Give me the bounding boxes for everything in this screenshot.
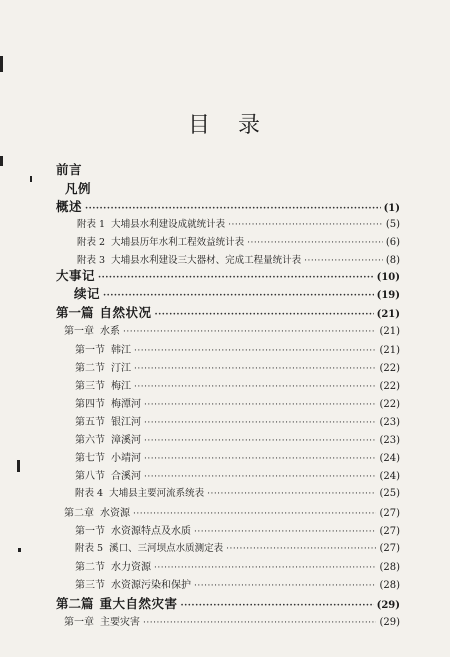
toc-page: (28) [379,562,400,573]
toc-page: (24) [379,453,400,464]
dot-leader [181,601,374,611]
toc-label: 水资源污染和保护 [111,580,191,591]
toc-page: (29) [379,617,400,628]
toc-label: 凡例 [65,181,92,196]
dot-leader [123,327,376,337]
dot-leader [143,618,376,628]
toc-entry [75,431,400,446]
toc-number: 第一章 [64,617,94,628]
toc-page: (21) [379,326,400,337]
toc-label: 大埔县历年水利工程效益统计表 [111,237,245,248]
toc-number: 第六节 [75,435,105,446]
toc-label: 概述 [56,199,83,214]
page-title [0,108,450,139]
toc-entry [64,613,400,628]
toc-number: 附表 1 [77,219,106,230]
dot-leader [194,527,376,537]
toc-label: 续记 [74,286,101,301]
toc-label: 水资源特点及水质 [111,526,191,537]
dot-leader [194,581,376,591]
toc-entry [75,485,400,499]
dot-leader [134,346,376,356]
toc-page: (22) [379,399,400,410]
dot-leader [207,489,376,499]
toc-label: 主要灾害 [100,617,140,628]
toc-number: 第二篇 [56,596,94,611]
toc-entry [75,558,400,573]
toc-number: 附表 4 [75,488,104,499]
toc-number: 第二节 [75,562,105,573]
toc-page: (29) [376,600,400,611]
toc-entry [77,252,400,266]
toc-entry [75,540,400,554]
toc-entry [56,160,400,178]
toc-page: (27) [379,543,400,554]
toc-number: 第一篇 [56,305,94,320]
toc-label: 韩江 [111,345,131,356]
toc-label: 前言 [56,162,83,177]
toc-number: 第五节 [75,417,105,428]
toc-entry [64,504,400,519]
dot-leader [154,563,376,573]
toc-page: (22) [379,381,400,392]
toc-label: 溪口、三河坝点水质测定表 [109,543,224,554]
title-char-1: 目 [187,113,212,138]
toc-label: 水资源 [100,508,130,519]
toc-page: (8) [385,255,400,266]
toc-page: (27) [379,508,400,519]
toc-entry [56,594,400,612]
toc-page: (5) [385,219,400,230]
scan-mark [17,460,20,472]
scan-mark [0,56,3,72]
toc-page: (23) [379,417,400,428]
toc-number: 第一节 [75,526,105,537]
dot-leader [134,382,376,392]
scan-mark [18,548,21,552]
toc-entry [75,341,400,356]
toc-label: 小靖河 [111,453,141,464]
dot-leader [133,509,376,519]
toc-label: 自然状况 [99,305,152,320]
toc-page: (22) [379,363,400,374]
toc-page: (25) [379,488,400,499]
toc-number: 第二节 [75,363,105,374]
toc-entry [75,377,400,392]
toc-entry [77,216,400,230]
toc-entry [75,467,400,482]
dot-leader [103,291,374,301]
toc-label: 梅江 [111,381,131,392]
toc-entry [75,576,400,591]
dot-leader [226,544,376,554]
toc-page: (23) [379,435,400,446]
toc-entry [75,359,400,374]
toc-page: (28) [379,580,400,591]
toc-page: (21) [379,345,400,356]
toc-label: 合溪河 [111,471,141,482]
dot-leader [155,310,374,320]
scan-mark [30,176,32,182]
toc-page: (1) [383,203,400,214]
dot-leader [144,436,376,446]
dot-leader [98,273,374,283]
toc-label: 大埔县主要河流系统表 [109,488,205,499]
scan-mark [0,156,3,166]
toc-label: 重大自然灾害 [99,596,178,611]
toc-entry [75,522,400,537]
toc-entry [74,284,400,302]
toc-number: 第八节 [75,471,105,482]
toc-entry [64,322,400,337]
dot-leader [228,220,383,230]
toc-number: 第一章 [64,326,94,337]
toc-page: (27) [379,526,400,537]
toc-page: (10) [376,272,400,283]
toc-number: 第二章 [64,508,94,519]
toc-page: (6) [385,237,400,248]
toc-entry [56,303,400,321]
toc-label: 梅潭河 [111,399,141,410]
toc-label: 银江河 [111,417,141,428]
toc-page: (24) [379,471,400,482]
dot-leader [85,204,381,214]
toc-page: (21) [376,309,400,320]
toc-label: 汀江 [111,363,131,374]
toc-entry [77,234,400,248]
dot-leader [134,364,376,374]
toc-label: 大事记 [56,268,96,283]
toc-label: 水力资源 [111,562,151,573]
toc-label: 水系 [100,326,120,337]
dot-leader [304,256,383,266]
toc-entry [56,197,400,215]
toc-label: 漳溪河 [111,435,141,446]
toc-entry [75,413,400,428]
toc-page: (19) [376,290,400,301]
dot-leader [247,238,383,248]
dot-leader [144,454,376,464]
toc-number: 第三节 [75,381,105,392]
dot-leader [144,418,376,428]
toc-label: 大埔县水利建设成就统计表 [111,219,226,230]
toc-number: 第七节 [75,453,105,464]
title-char-2: 录 [238,113,263,138]
toc-entry [75,449,400,464]
dot-leader [144,472,376,482]
dot-leader [144,400,376,410]
toc-entry [56,266,400,284]
toc-entry [65,179,400,197]
toc-number: 第三节 [75,580,105,591]
toc-number: 附表 3 [77,255,106,266]
toc-number: 第一节 [75,345,105,356]
toc-entry [75,395,400,410]
toc-number: 附表 2 [77,237,106,248]
toc-number: 附表 5 [75,543,104,554]
toc-label: 大埔县水利建设三大器材、完成工程量统计表 [111,255,302,266]
toc-number: 第四节 [75,399,105,410]
